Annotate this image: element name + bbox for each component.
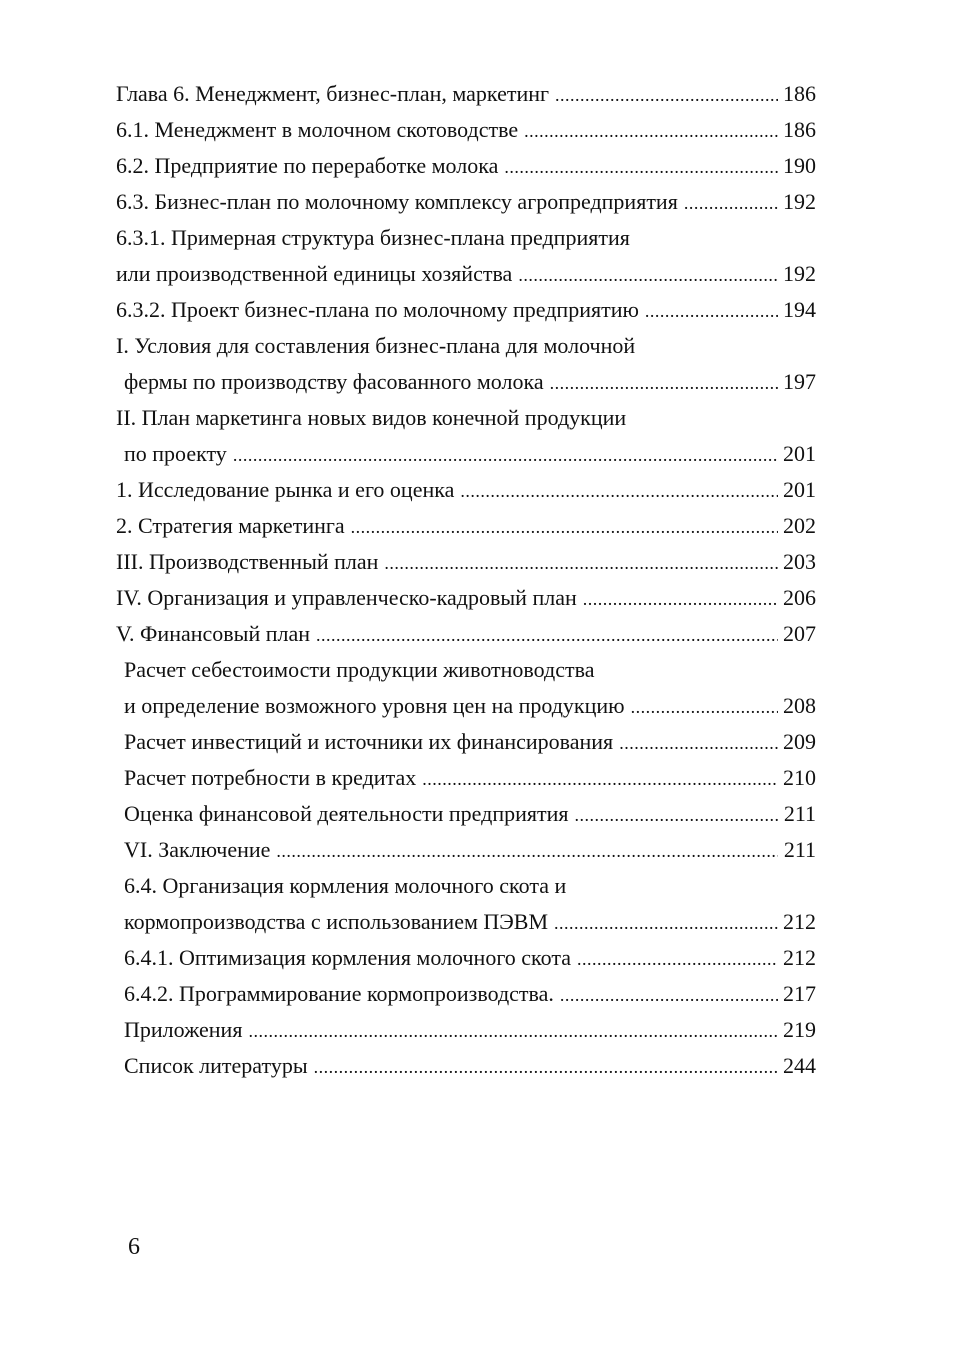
toc-entry-page: 210 [783, 765, 816, 790]
toc-entry-title: II. План маркетинга новых видов конечной продукции [116, 405, 627, 430]
toc-entry [116, 580, 816, 616]
toc-entry [116, 436, 816, 472]
toc-entry-page: 212 [783, 909, 816, 934]
toc-dot-leader [583, 581, 778, 617]
toc-entry-page: 244 [783, 1053, 816, 1078]
toc-entry [116, 760, 816, 796]
toc-entry-title: и определение возможного уровня цен на продукцию [124, 693, 625, 718]
toc-entry-title: или производственной единицы хозяйства [116, 261, 513, 286]
toc-entry-title: по проекту [124, 441, 227, 466]
toc-entry [116, 724, 816, 760]
toc-entry-title: 6.4.2. Программирование кормопроизводства. [124, 981, 554, 1006]
toc-dot-leader [631, 689, 778, 725]
toc-entry-title: III. Производственный план [116, 549, 379, 574]
toc-dot-leader [248, 1013, 778, 1049]
toc-entry [116, 364, 816, 400]
toc-entry-page: 190 [783, 153, 816, 178]
toc-entry-title: 6.4.1. Оптимизация кормления молочного скота [124, 945, 571, 970]
toc-entry [116, 976, 816, 1012]
toc-entry-page: 212 [783, 945, 816, 970]
toc-entry [116, 220, 816, 256]
toc-entry [116, 868, 816, 904]
toc-entry-title: Приложения [124, 1017, 243, 1042]
toc-entry [116, 1048, 816, 1084]
toc-dot-leader [316, 617, 778, 653]
toc-entry [116, 256, 816, 292]
toc-dot-leader [422, 761, 778, 797]
toc-entry-title: 6.3.2. Проект бизнес-плана по молочному предприятию [116, 297, 639, 322]
toc-entry [116, 508, 816, 544]
toc-dot-leader [619, 725, 778, 761]
toc-entry-title: Расчет инвестиций и источники их финансирования [124, 729, 614, 754]
toc-entry-title: Расчет себестоимости продукции животноводства [124, 657, 595, 682]
toc-entry-title: 6.4. Организация кормления молочного скота и [124, 873, 567, 898]
toc-entry [116, 940, 816, 976]
toc-dot-leader [233, 437, 778, 473]
toc-dot-leader [384, 545, 778, 581]
toc-entry-title: Оценка финансовой деятельности предприятия [124, 801, 569, 826]
toc-entry-page: 219 [783, 1017, 816, 1042]
toc-entry [116, 904, 816, 940]
toc-entry-page: 194 [783, 297, 816, 322]
toc-entry [116, 832, 816, 868]
toc-entry-title: 2. Стратегия маркетинга [116, 513, 345, 538]
toc-entry-title: Список литературы [124, 1053, 308, 1078]
table-of-contents [116, 76, 816, 1084]
toc-entry [116, 652, 816, 688]
toc-entry-title: 6.3.1. Примерная структура бизнес-плана предприятия [116, 225, 630, 250]
toc-entry-title: V. Финансовый план [116, 621, 311, 646]
toc-dot-leader [577, 941, 778, 977]
toc-entry [116, 76, 816, 112]
toc-dot-leader [314, 1049, 778, 1085]
toc-entry-page: 202 [783, 513, 816, 538]
toc-entry-title: фермы по производству фасованного молока [124, 369, 544, 394]
toc-dot-leader [504, 149, 778, 185]
toc-entry-title: 1. Исследование рынка и его оценка [116, 477, 455, 502]
toc-entry [116, 472, 816, 508]
toc-entry-title: 6.1. Менеджмент в молочном скотоводстве [116, 117, 519, 142]
toc-entry [116, 1012, 816, 1048]
toc-dot-leader [554, 905, 778, 941]
toc-entry-page: 192 [783, 261, 816, 286]
toc-dot-leader [550, 365, 778, 401]
toc-dot-leader [560, 977, 778, 1013]
toc-entry-page: 217 [783, 981, 816, 1006]
toc-dot-leader [645, 293, 778, 329]
toc-entry-page: 209 [783, 729, 816, 754]
toc-entry-title: Расчет потребности в кредитах [124, 765, 417, 790]
toc-entry [116, 328, 816, 364]
toc-entry [116, 400, 816, 436]
toc-entry-page: 206 [783, 585, 816, 610]
toc-entry [116, 148, 816, 184]
toc-entry-page: 201 [783, 441, 816, 466]
toc-entry-page: 208 [783, 693, 816, 718]
toc-entry-page: 192 [783, 189, 816, 214]
toc-entry-title: Глава 6. Менеджмент, бизнес-план, маркетинг [116, 81, 550, 106]
toc-entry [116, 544, 816, 580]
toc-entry-page: 186 [783, 81, 816, 106]
toc-dot-leader [351, 509, 778, 545]
toc-dot-leader [518, 257, 778, 293]
toc-entry-title: IV. Организация и управленческо-кадровый план [116, 585, 577, 610]
toc-entry-page: 186 [783, 117, 816, 142]
toc-entry [116, 796, 816, 832]
toc-dot-leader [276, 833, 778, 869]
toc-entry [116, 112, 816, 148]
toc-entry-title: кормопроизводства с использованием ПЭВМ [124, 909, 549, 934]
page-number: 6 [128, 1234, 140, 1260]
toc-entry [116, 184, 816, 220]
toc-entry-page: 211 [783, 801, 816, 826]
toc-entry [116, 688, 816, 724]
toc-entry-title: 6.3. Бизнес-план по молочному комплексу агропредприятия [116, 189, 678, 214]
toc-entry-page: 201 [783, 477, 816, 502]
toc-entry-title: VI. Заключение [124, 837, 271, 862]
toc-entry-page: 197 [783, 369, 816, 394]
toc-entry-page: 211 [783, 837, 816, 862]
toc-entry [116, 292, 816, 328]
toc-dot-leader [460, 473, 778, 509]
toc-dot-leader [524, 113, 778, 149]
toc-entry-title: I. Условия для составления бизнес-плана для молочной [116, 333, 636, 358]
toc-dot-leader [575, 797, 779, 833]
toc-dot-leader [555, 77, 778, 113]
toc-dot-leader [684, 185, 778, 221]
toc-entry-title: 6.2. Предприятие по переработке молока [116, 153, 499, 178]
toc-entry-page: 207 [783, 621, 816, 646]
toc-entry [116, 616, 816, 652]
toc-entry-page: 203 [783, 549, 816, 574]
